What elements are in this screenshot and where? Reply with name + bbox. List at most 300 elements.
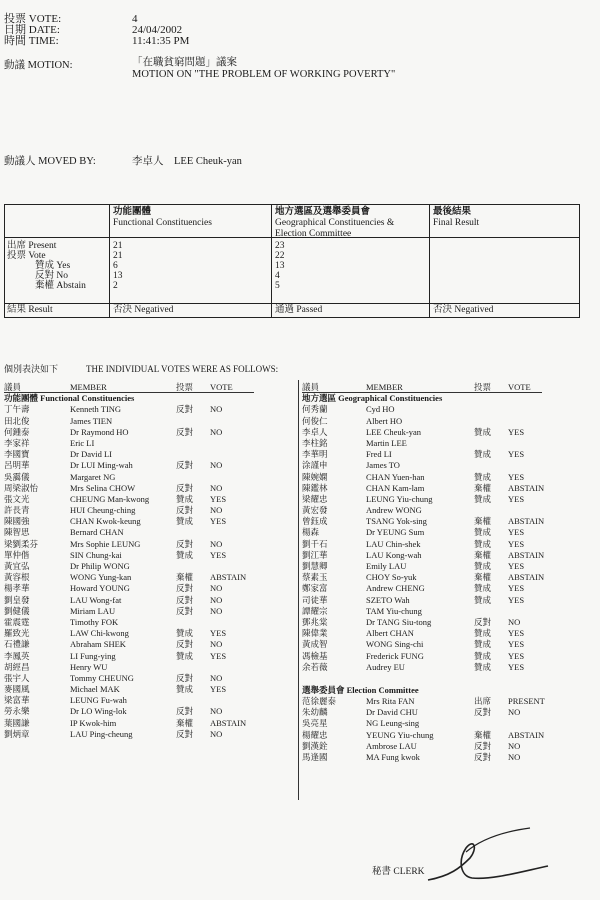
vote-en: NO bbox=[508, 740, 521, 751]
member-name-en: Mrs Sophie LEUNG bbox=[70, 538, 141, 549]
vote-en: ABSTAIN bbox=[508, 516, 545, 527]
vote-zh: 反對 bbox=[474, 752, 492, 762]
vote-zh: 贊成 bbox=[474, 583, 492, 594]
member-name-zh: 范徐麗泰 bbox=[302, 696, 337, 707]
table-row bbox=[302, 662, 598, 673]
row-label-result: 結果 Result bbox=[7, 305, 53, 315]
vote-zh: 贊成 bbox=[474, 561, 492, 571]
member-name-zh: 田北俊 bbox=[4, 415, 30, 426]
member-name-en: Dr LO Wing-lok bbox=[70, 706, 127, 717]
ec-group-heading: 選舉委員會 Election Committee bbox=[302, 684, 419, 695]
member-name-en: LI Fung-ying bbox=[70, 650, 116, 661]
table-row bbox=[4, 539, 294, 550]
member-name-en: LAU Chin-shek bbox=[366, 538, 421, 549]
vote-en: YES bbox=[508, 538, 525, 549]
vote-zh: 贊成 bbox=[474, 449, 492, 460]
member-name-en: CHOY So-yuk bbox=[366, 572, 417, 583]
gc-result: 通過 Passed bbox=[275, 305, 323, 315]
member-name-zh: 勞永樂 bbox=[4, 706, 30, 717]
vote-en: ABSTAIN bbox=[210, 572, 247, 583]
member-name-en: Kenneth TING bbox=[70, 404, 122, 415]
member-name-en: HUI Cheung-ching bbox=[70, 505, 136, 516]
member-name-zh: 李鳳英 bbox=[4, 650, 30, 661]
header-geographical-constituencies: 地方選區及選舉委員會 Geographical Constituencies & Election Committee bbox=[275, 207, 395, 239]
vote-zh: 反對 bbox=[176, 672, 194, 683]
member-name-zh: 劉漢銓 bbox=[302, 740, 328, 751]
vote-zh: 棄權 bbox=[176, 572, 194, 583]
member-name-en: Frederick FUNG bbox=[366, 650, 424, 661]
member-name-en: Dr TANG Siu-tong bbox=[366, 616, 432, 627]
vote-zh: 贊成 bbox=[474, 471, 492, 482]
vote-zh: 贊成 bbox=[474, 650, 492, 661]
time-label: 時間 TIME: bbox=[4, 35, 59, 47]
table-row bbox=[4, 606, 294, 617]
member-name-en: YEUNG Yiu-chung bbox=[366, 729, 434, 740]
vote-en: NO bbox=[210, 583, 223, 594]
member-name-en: IP Kwok-him bbox=[70, 717, 117, 728]
member-name-zh: 張宇人 bbox=[4, 672, 30, 683]
fc-present: 21 bbox=[113, 241, 123, 251]
table-row bbox=[4, 483, 294, 494]
vote-zh: 贊成 bbox=[176, 516, 194, 527]
member-name-en: LAU Kong-wah bbox=[366, 549, 422, 560]
fc-header-rule bbox=[4, 392, 254, 393]
vote-zh: 出席 bbox=[474, 696, 492, 707]
member-name-zh: 劉皇發 bbox=[4, 594, 30, 605]
vote-zh: 贊成 bbox=[176, 650, 194, 661]
vote-en: NO bbox=[210, 594, 223, 605]
table-row bbox=[302, 718, 598, 729]
member-name-en: Dr David LI bbox=[70, 449, 113, 460]
moved-by-label: 動議人 MOVED BY: bbox=[4, 156, 96, 167]
table-row bbox=[4, 404, 294, 415]
table-row bbox=[4, 583, 294, 594]
vote-en: YES bbox=[508, 449, 525, 460]
table-row bbox=[4, 472, 294, 483]
member-name-en: Martin LEE bbox=[366, 437, 407, 448]
vote-zh: 贊成 bbox=[176, 549, 194, 560]
member-name-en: TAM Yiu-chung bbox=[366, 605, 422, 616]
table-row bbox=[302, 707, 598, 718]
vote-zh: 贊成 bbox=[474, 493, 492, 504]
row-label-no: 反對 No bbox=[35, 271, 68, 281]
member-name-en: Eric LI bbox=[70, 437, 95, 448]
vote-zh: 棄權 bbox=[474, 572, 492, 583]
member-name-zh: 李華明 bbox=[302, 449, 328, 460]
member-name-en: Miriam LAU bbox=[70, 605, 116, 616]
member-name-en: LEUNG Yiu-chung bbox=[366, 493, 433, 504]
fc-no: 13 bbox=[113, 271, 123, 281]
member-name-zh: 馮檢基 bbox=[302, 650, 328, 661]
vote-zh: 反對 bbox=[176, 594, 194, 605]
vote-en: NO bbox=[508, 707, 521, 718]
table-row bbox=[4, 527, 294, 538]
table-row bbox=[4, 718, 294, 729]
vote-en: NO bbox=[210, 505, 223, 516]
vote-zh: 反對 bbox=[176, 460, 194, 471]
member-name-zh: 涂謹申 bbox=[302, 460, 328, 471]
table-row bbox=[302, 583, 598, 594]
vote-en: NO bbox=[210, 538, 223, 549]
table-row bbox=[302, 595, 598, 606]
vote-zh: 贊成 bbox=[474, 594, 492, 605]
member-name-en: Albert HO bbox=[366, 415, 403, 426]
member-name-en: James TIEN bbox=[70, 415, 113, 426]
vote-en: YES bbox=[210, 493, 227, 504]
vote-zh: 贊成 bbox=[474, 628, 492, 639]
table-row bbox=[4, 494, 294, 505]
vote-en: YES bbox=[508, 594, 525, 605]
member-name-zh: 霍震霆 bbox=[4, 616, 30, 627]
member-name-zh: 劉健儀 bbox=[4, 605, 30, 616]
vote-zh: 反對 bbox=[176, 639, 194, 650]
member-name-en: Ambrose LAU bbox=[366, 740, 417, 751]
member-name-zh: 李國寶 bbox=[4, 449, 30, 460]
table-row bbox=[4, 684, 294, 695]
table-row bbox=[4, 639, 294, 650]
vote-en: ABSTAIN bbox=[508, 729, 545, 740]
table-row bbox=[302, 404, 598, 415]
table-row bbox=[4, 695, 294, 706]
column-separator bbox=[298, 380, 299, 800]
fc-vote: 21 bbox=[113, 251, 123, 261]
vote-zh: 棄權 bbox=[474, 729, 492, 740]
vote-en: YES bbox=[508, 650, 525, 661]
member-name-en: Bernard CHAN bbox=[70, 527, 124, 538]
vote-en: NO bbox=[210, 706, 223, 717]
vote-zh: 反對 bbox=[176, 706, 194, 717]
table-row bbox=[302, 730, 598, 741]
member-name-zh: 黃宜弘 bbox=[4, 561, 30, 571]
table-row bbox=[4, 572, 294, 583]
member-name-en: Andrew CHENG bbox=[366, 583, 425, 594]
member-name-en: LEE Cheuk-yan bbox=[366, 426, 421, 437]
vote-en: NO bbox=[210, 605, 223, 616]
vote-en: YES bbox=[508, 471, 525, 482]
table-row bbox=[4, 460, 294, 471]
gc-abstain: 5 bbox=[275, 281, 280, 291]
gc-vote: 22 bbox=[275, 251, 285, 261]
table-row bbox=[302, 696, 598, 707]
vote-en: YES bbox=[508, 493, 525, 504]
member-name-zh: 吳靄儀 bbox=[4, 471, 30, 482]
vote-zh: 反對 bbox=[176, 482, 194, 493]
member-name-en: Cyd HO bbox=[366, 404, 395, 415]
member-name-en: CHAN Kam-lam bbox=[366, 482, 425, 493]
vote-zh: 反對 bbox=[176, 404, 194, 415]
member-name-en: TSANG Yok-sing bbox=[366, 516, 427, 527]
member-name-zh: 梁劉柔芬 bbox=[4, 538, 39, 549]
vote-zh: 贊成 bbox=[474, 426, 492, 437]
vote-en: NO bbox=[508, 752, 521, 762]
member-name-en: SZETO Wah bbox=[366, 594, 410, 605]
member-name-en: Emily LAU bbox=[366, 561, 407, 571]
member-name-en: Albert CHAN bbox=[366, 628, 414, 639]
member-name-zh: 梁富華 bbox=[4, 695, 30, 706]
table-row bbox=[302, 752, 598, 763]
table-row bbox=[302, 505, 598, 516]
vote-zh: 反對 bbox=[176, 605, 194, 616]
vote-zh: 贊成 bbox=[474, 538, 492, 549]
time-value: 11:41:35 PM bbox=[132, 35, 190, 47]
member-name-zh: 譚耀宗 bbox=[302, 605, 328, 616]
vote-en: NO bbox=[210, 460, 223, 471]
vote-zh: 贊成 bbox=[176, 628, 194, 639]
vote-en: YES bbox=[210, 684, 227, 695]
gc-yes: 13 bbox=[275, 261, 285, 271]
col-vote-en: VOTE bbox=[210, 382, 233, 392]
vote-en: ABSTAIN bbox=[508, 549, 545, 560]
member-name-en: LAU Ping-cheung bbox=[70, 728, 133, 739]
member-name-zh: 黃宏發 bbox=[302, 505, 328, 516]
results-table bbox=[4, 204, 580, 318]
vote-en: YES bbox=[210, 516, 227, 527]
member-name-en: Dr David CHU bbox=[366, 707, 418, 718]
member-name-zh: 黃成智 bbox=[302, 639, 328, 650]
member-name-zh: 劉炳章 bbox=[4, 728, 30, 739]
member-name-zh: 何秀蘭 bbox=[302, 404, 328, 415]
member-name-zh: 梁耀忠 bbox=[302, 493, 328, 504]
row-label-vote: 投票 Vote bbox=[7, 251, 46, 261]
fc-result: 否決 Negatived bbox=[113, 305, 174, 315]
moved-by-value: 李卓人 LEE Cheuk-yan bbox=[132, 156, 242, 167]
member-name-zh: 劉千石 bbox=[302, 538, 328, 549]
fc-abstain: 2 bbox=[113, 281, 118, 291]
table-row bbox=[302, 639, 598, 650]
vote-en: YES bbox=[508, 583, 525, 594]
gc-no: 4 bbox=[275, 271, 280, 281]
vote-en: YES bbox=[210, 650, 227, 661]
col-member-en: MEMBER bbox=[70, 382, 107, 392]
member-name-en: LAU Wong-fat bbox=[70, 594, 122, 605]
member-name-zh: 李柱銘 bbox=[302, 437, 328, 448]
vote-en: NO bbox=[210, 482, 223, 493]
table-row bbox=[302, 550, 598, 561]
member-name-zh: 鄧兆棠 bbox=[302, 616, 328, 627]
member-name-zh: 張文光 bbox=[4, 493, 30, 504]
member-name-zh: 葉國謙 bbox=[4, 717, 30, 728]
member-name-en: CHAN Kwok-keung bbox=[70, 516, 141, 527]
table-row bbox=[4, 706, 294, 717]
member-name-zh: 李卓人 bbox=[302, 426, 328, 437]
member-name-zh: 許長青 bbox=[4, 505, 30, 516]
member-name-en: Margaret NG bbox=[70, 471, 116, 482]
member-name-en: Andrew WONG bbox=[366, 505, 422, 516]
motion-title-en: MOTION ON "THE PROBLEM OF WORKING POVERTY" bbox=[132, 69, 396, 80]
vote-zh: 棄權 bbox=[474, 482, 492, 493]
vote-zh: 棄權 bbox=[474, 516, 492, 527]
table-row bbox=[4, 416, 294, 427]
gc-group-heading: 地方選區 Geographical Constituencies bbox=[302, 393, 443, 404]
table-row bbox=[4, 561, 294, 572]
vote-en: YES bbox=[210, 628, 227, 639]
member-name-zh: 曾鈺成 bbox=[302, 516, 328, 527]
member-name-en: Howard YOUNG bbox=[70, 583, 130, 594]
vote-zh: 贊成 bbox=[176, 684, 194, 695]
member-name-en: SIN Chung-kai bbox=[70, 549, 122, 560]
member-name-en: CHEUNG Man-kwong bbox=[70, 493, 150, 504]
member-name-zh: 吳亮星 bbox=[302, 718, 328, 729]
table-row bbox=[4, 729, 294, 740]
table-row bbox=[302, 460, 598, 471]
vote-zh: 棄權 bbox=[474, 549, 492, 560]
clerk-label: 秘書 CLERK bbox=[372, 867, 425, 877]
table-row bbox=[302, 628, 598, 639]
member-name-en: James TO bbox=[366, 460, 400, 471]
member-name-zh: 劉慧卿 bbox=[302, 561, 328, 571]
vote-zh: 反對 bbox=[176, 426, 194, 437]
member-name-zh: 石禮謙 bbox=[4, 639, 30, 650]
table-row bbox=[4, 449, 294, 460]
table-row bbox=[302, 561, 598, 572]
member-name-en: Michael MAK bbox=[70, 684, 120, 695]
member-name-zh: 朱幼麟 bbox=[302, 707, 328, 718]
member-name-zh: 司徒華 bbox=[302, 594, 328, 605]
member-name-zh: 余若薇 bbox=[302, 661, 328, 672]
vote-zh: 贊成 bbox=[474, 639, 492, 650]
vote-en: PRESENT bbox=[508, 696, 545, 707]
member-name-en: Dr Raymond HO bbox=[70, 426, 129, 437]
fc-group-heading: 功能團體 Functional Constituencies bbox=[4, 393, 135, 404]
vote-zh: 反對 bbox=[176, 538, 194, 549]
member-name-en: WONG Sing-chi bbox=[366, 639, 424, 650]
member-name-en: Tommy CHEUNG bbox=[70, 672, 134, 683]
vote-en: ABSTAIN bbox=[508, 572, 545, 583]
member-name-zh: 馬逢國 bbox=[302, 752, 328, 762]
vote-en: YES bbox=[508, 628, 525, 639]
table-row bbox=[4, 651, 294, 662]
header-final-result: 最後結果 Final Result bbox=[433, 207, 480, 228]
member-name-en: MA Fung kwok bbox=[366, 752, 420, 762]
member-name-zh: 劉江華 bbox=[302, 549, 328, 560]
member-name-zh: 楊森 bbox=[302, 527, 320, 538]
table-row bbox=[302, 617, 598, 628]
table-row bbox=[4, 617, 294, 628]
individual-intro-zh: 個別表決如下 bbox=[4, 364, 59, 374]
table-row bbox=[302, 516, 598, 527]
member-name-zh: 李家祥 bbox=[4, 437, 30, 448]
table-row bbox=[4, 427, 294, 438]
vote-zh: 反對 bbox=[474, 707, 492, 718]
member-name-en: Dr Philip WONG bbox=[70, 561, 130, 571]
vote-en: NO bbox=[210, 426, 223, 437]
vote-zh: 反對 bbox=[176, 505, 194, 516]
member-name-en: Mrs Rita FAN bbox=[366, 696, 415, 707]
member-name-en: Henry WU bbox=[70, 661, 108, 672]
vote-zh: 反對 bbox=[474, 616, 492, 627]
member-name-en: Mrs Selina CHOW bbox=[70, 482, 136, 493]
member-name-en: Abraham SHEK bbox=[70, 639, 126, 650]
member-name-en: LEUNG Fu-wah bbox=[70, 695, 127, 706]
member-name-zh: 胡經昌 bbox=[4, 661, 30, 672]
table-row bbox=[302, 483, 598, 494]
table-row bbox=[302, 651, 598, 662]
fc-vote-list bbox=[4, 382, 294, 740]
vote-en: NO bbox=[508, 616, 521, 627]
member-name-zh: 呂明華 bbox=[4, 460, 30, 471]
member-name-zh: 單仲偕 bbox=[4, 549, 30, 560]
row-label-present: 出席 Present bbox=[7, 241, 57, 251]
date-value: 24/04/2002 bbox=[132, 24, 183, 36]
table-row bbox=[4, 673, 294, 684]
member-name-zh: 楊耀忠 bbox=[302, 729, 328, 740]
table-row bbox=[302, 539, 598, 550]
individual-intro-en: THE INDIVIDUAL VOTES WERE AS FOLLOWS: bbox=[86, 364, 279, 374]
col-vote-zh: 投票 bbox=[176, 382, 194, 392]
member-name-zh: 陳婉嫻 bbox=[302, 471, 328, 482]
table-row bbox=[302, 427, 598, 438]
member-name-zh: 麥國風 bbox=[4, 684, 30, 695]
member-name-zh: 陳智思 bbox=[4, 527, 30, 538]
table-row bbox=[4, 662, 294, 673]
vote-zh: 贊成 bbox=[176, 493, 194, 504]
col-member-zh: 議員 bbox=[4, 382, 22, 392]
table-row bbox=[302, 527, 598, 538]
gc-present: 23 bbox=[275, 241, 285, 251]
vote-en: NO bbox=[210, 728, 223, 739]
member-name-en: Dr YEUNG Sum bbox=[366, 527, 425, 538]
member-name-zh: 楊孝華 bbox=[4, 583, 30, 594]
vote-zh: 反對 bbox=[176, 728, 194, 739]
header-functional-constituencies: 功能團體 Functional Constituencies bbox=[113, 207, 212, 228]
vote-en: YES bbox=[508, 639, 525, 650]
table-row bbox=[302, 572, 598, 583]
vote-zh: 反對 bbox=[474, 740, 492, 751]
table-row bbox=[302, 741, 598, 752]
table-row bbox=[4, 628, 294, 639]
vote-zh: 贊成 bbox=[474, 661, 492, 672]
vote-en: NO bbox=[210, 672, 223, 683]
motion-title-zh: 「在職貧窮問題」議案 bbox=[132, 57, 237, 68]
member-name-en: Dr LUI Ming-wah bbox=[70, 460, 133, 471]
member-name-en: Audrey EU bbox=[366, 661, 405, 672]
table-row bbox=[4, 595, 294, 606]
table-row bbox=[4, 550, 294, 561]
member-name-zh: 何鍾泰 bbox=[4, 426, 30, 437]
col-member-en: MEMBER bbox=[366, 382, 403, 392]
col-member-zh: 議員 bbox=[302, 382, 320, 392]
vote-en: ABSTAIN bbox=[508, 482, 545, 493]
member-name-zh: 黃容根 bbox=[4, 572, 30, 583]
vote-en: YES bbox=[210, 549, 227, 560]
table-row bbox=[302, 606, 598, 617]
gc-vote-list bbox=[302, 382, 598, 763]
member-name-zh: 丁午壽 bbox=[4, 404, 30, 415]
vote-number: 4 bbox=[132, 13, 138, 25]
member-name-en: NG Leung-sing bbox=[366, 718, 420, 729]
vote-number-label: 投票 VOTE: bbox=[4, 13, 62, 25]
member-name-en: WONG Yung-kan bbox=[70, 572, 132, 583]
member-name-en: LAW Chi-kwong bbox=[70, 628, 129, 639]
member-name-en: Fred LI bbox=[366, 449, 392, 460]
vote-en: YES bbox=[508, 527, 525, 538]
member-name-zh: 周梁淑怡 bbox=[4, 482, 39, 493]
table-row bbox=[4, 505, 294, 516]
table-row bbox=[302, 416, 598, 427]
table-row bbox=[4, 516, 294, 527]
fc-yes: 6 bbox=[113, 261, 118, 271]
member-name-zh: 鄭家富 bbox=[302, 583, 328, 594]
clerk-signature-icon bbox=[420, 818, 560, 888]
member-name-zh: 羅致光 bbox=[4, 628, 30, 639]
table-row bbox=[302, 449, 598, 460]
vote-en: YES bbox=[508, 661, 525, 672]
table-row bbox=[4, 438, 294, 449]
gc-header-rule bbox=[302, 392, 542, 393]
final-result: 否決 Negatived bbox=[433, 305, 494, 315]
member-name-zh: 陳偉業 bbox=[302, 628, 328, 639]
table-row bbox=[302, 472, 598, 483]
